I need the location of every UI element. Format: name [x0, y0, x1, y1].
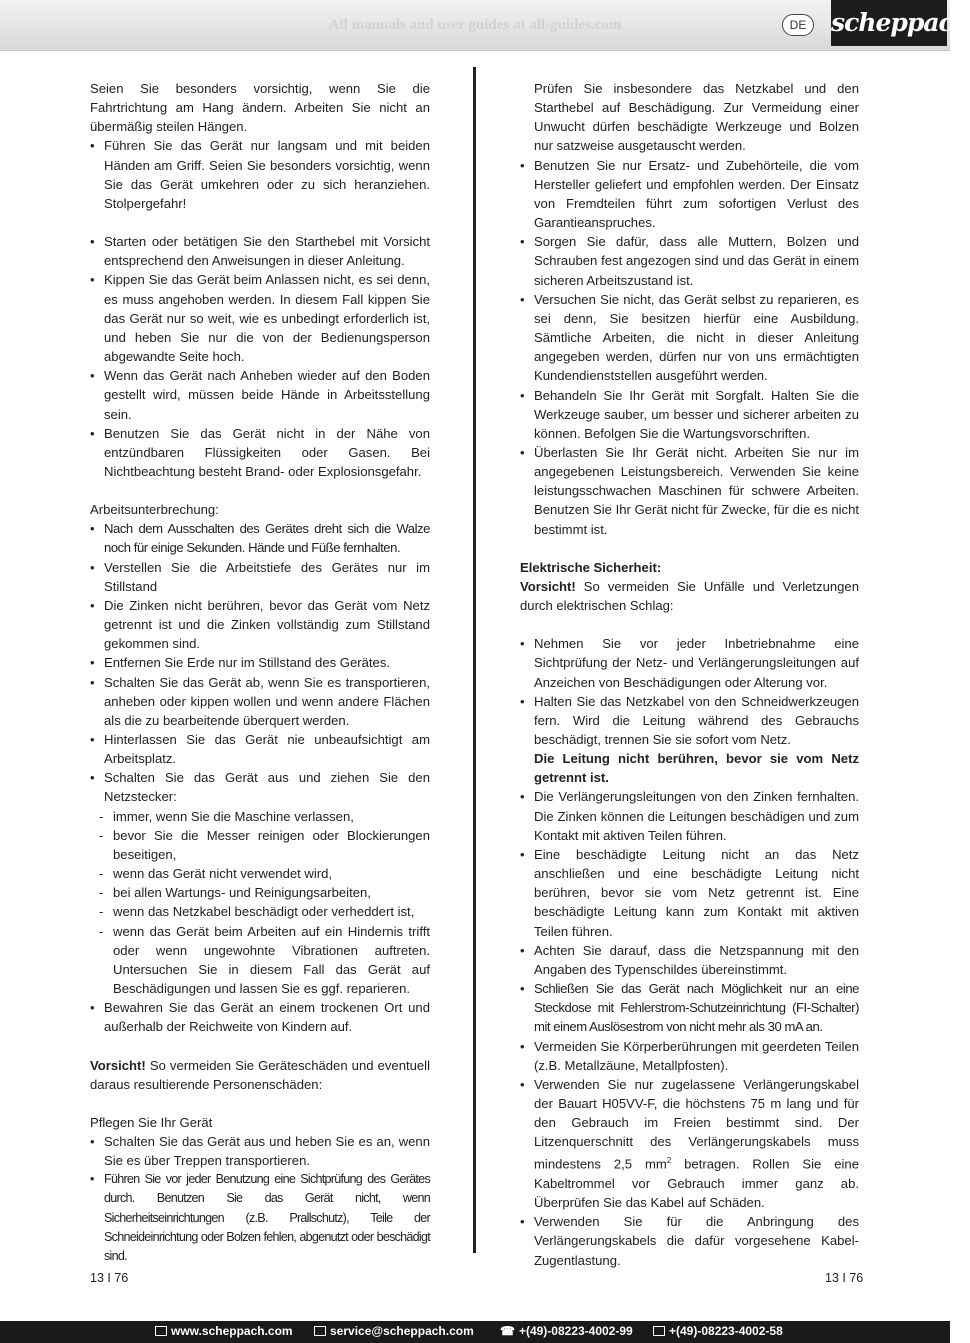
list-item: • Hinterlassen Sie das Gerät nie unbeaufsichtigt am Arbeitsplatz.: [90, 730, 430, 768]
envelope-icon: [314, 1326, 326, 1336]
list-item: • Die Verlängerungsleitungen von den Zinken fernhalten. Die Zinken können die Leitungen beschädigen und zum Kontakt mit aktiven Teilen führen.: [520, 787, 859, 844]
list-item: • Die Zinken nicht berühren, bevor das Gerät vom Netz getrennt ist und die Zinken vollständig zum Stillstand gekommen sind.: [90, 596, 430, 653]
section-heading: Arbeitsunterbrechung:: [90, 502, 219, 518]
caution-label: Vorsicht!: [520, 578, 576, 594]
list-item: • Schließen Sie das Gerät nach Möglichkeit nur an eine Steckdose mit Fehlerstrom-Schutzeinrichtung (FI-Schalter) mit einem Auslösestrom von nicht mehr als 30 mA an.: [520, 979, 859, 1036]
list-item: • Schalten Sie das Gerät ab, wenn Sie es transportieren, anheben oder kippen wollen und wenn andere Flächen als die zu bearbeitende überquert werden.: [90, 673, 430, 730]
list-item: • Nehmen Sie vor jeder Inbetriebnahme eine Sichtprüfung der Netz- und Verlängerungsleitungen auf Anzeichen von Beschädigungen oder Alterung vor.: [520, 634, 859, 691]
monitor-icon: [155, 1326, 167, 1336]
watermark: All manuals and user guides at all-guides.com: [328, 17, 622, 33]
brand-logo: scheppach: [831, 0, 947, 46]
list-item: • Schalten Sie das Gerät aus und heben Sie es an, wenn Sie es über Treppen transportieren.: [90, 1132, 430, 1170]
paragraph: Seien Sie besonders vorsichtig, wenn Sie die Fahrtrichtung am Hang ändern. Arbeiten Sie nicht an übermäßig steilen Hängen.: [90, 81, 430, 135]
list-item: • Führen Sie vor jeder Benutzung eine Sichtprüfung des Gerätes durch. Benutzen Sie das Gerät nicht, wenn Sicherheitseinrichtungen (z.B. Prallschutz), Teile der Schneideinrichtung oder Bolzen fehlen, abgenutzt oder beschädigt sind.: [90, 1170, 430, 1266]
dash-item: - immer, wenn Sie die Maschine verlassen,: [90, 807, 430, 826]
list-item: • Verwenden Sie nur zugelassene Verlängerungskabel der Bauart H05VV-F, die höchstens 75 m lang und für den Gebrauch im Freien bestimmt sind. Der Litzenquerschnitt des Verlängerungskabels muss mindestens 2,5 $mm^2$ betragen. Rollen Sie eine Kabeltrommel vor Gebrauch immer ganz ab. Überprüfen Sie das Kabel auf Schäden.: [520, 1075, 859, 1212]
list-item: • Versuchen Sie nicht, das Gerät selbst zu reparieren, es sei denn, Sie besitzen hierfür eine Ausbildung. Sämtliche Arbeiten, die nicht in dieser Anleitung angegeben werden, dürfen nur von uns ermächtigten Kundendienststellen ausgeführt werden.: [520, 290, 859, 386]
caution-text: So vermeiden Sie Geräteschäden und eventuell daraus resultierende Personenschäden:: [90, 1057, 430, 1092]
caution-paragraph: [90, 1056, 430, 1094]
list-item: • Verwenden Sie für die Anbringung des Verlängerungskabels die dafür vorgesehene Kabel-Zugentlastung.: [520, 1212, 859, 1269]
caution-text: So vermeiden Sie Unfälle und Verletzungen durch elektrischen Schlag:: [520, 578, 859, 614]
list-item: • Behandeln Sie Ihr Gerät mit Sorgfalt. Halten Sie die Werkzeuge sauber, um besser und sicherer arbeiten zu können. Befolgen Sie die Wartungsvorschriften.: [520, 386, 859, 443]
fax-icon: [653, 1326, 665, 1336]
list-item: • Vermeiden Sie Körperberührungen mit geerdeten Teilen (z.B. Metallzäune, Metallpfosten).: [520, 1037, 859, 1075]
page-number-left: 13 I 76: [90, 1271, 129, 1285]
section-heading: Elektrische Sicherheit:: [520, 559, 662, 575]
caution-label: Vorsicht!: [90, 1057, 146, 1073]
page-number-right: 13 I 76: [825, 1271, 864, 1285]
phone-icon: ☎: [500, 1324, 515, 1338]
warning-note: Die Leitung nicht berühren, bevor sie vom Netz getrennt ist.: [534, 751, 859, 786]
language-badge: DE: [782, 14, 814, 36]
footer-email[interactable]: service@scheppach.com: [314, 1324, 474, 1338]
list-item: • Halten Sie das Netzkabel von den Schneidwerkzeugen fern. Wird die Leitung während des Gebrauchs beschädigt, trennen Sie sie sofort vom Netz.: [520, 692, 859, 749]
list-item: • Starten oder betätigen Sie den Starthebel mit Vorsicht entsprechend den Anweisungen in dieser Anleitung.: [90, 232, 430, 270]
list-item: • Führen Sie das Gerät nur langsam und mit beiden Händen am Griff. Seien Sie besonders vorsichtig, wenn Sie das Gerät umkehren oder zu sich heranziehen. Stolpergefahr!: [90, 136, 430, 213]
dash-item: - wenn das Gerät nicht verwendet wird,: [90, 864, 430, 883]
footer-web[interactable]: www.scheppach.com: [155, 1324, 293, 1338]
dash-item: - wenn das Netzkabel beschädigt oder verheddert ist,: [90, 902, 430, 921]
list-item: • Kippen Sie das Gerät beim Anlassen nicht, es sei denn, es muss angehoben werden. In diesem Fall kippen Sie das Gerät nur so weit, wie es unbedingt erforderlich ist, und heben Sie nur die von der Bedienungsperson abgewandte Seite hoch.: [90, 270, 430, 366]
list-item: • Achten Sie darauf, dass die Netzspannung mit den Angaben des Typenschildes übereinstimmt.: [520, 941, 859, 979]
list-item: • Sorgen Sie dafür, dass alle Muttern, Bolzen und Schrauben fest angezogen sind und das Gerät in einem sicheren Arbeitszustand ist.: [520, 232, 859, 289]
page-header: [0, 0, 970, 51]
list-item: • Wenn das Gerät nach Anheben wieder auf den Boden gestellt wird, müssen beide Hände in Arbeitsstellung sein.: [90, 366, 430, 423]
dash-item: - wenn das Gerät beim Arbeiten auf ein Hindernis trifft oder wenn ungewohnte Vibrationen auftreten. Untersuchen Sie in diesem Fall das Gerät auf Beschädigungen und lassen Sie es ggf. reparieren.: [90, 922, 430, 999]
list-item: • Verstellen Sie die Arbeitstiefe des Gerätes nur im Stillstand: [90, 558, 430, 596]
page-footer: [0, 1321, 950, 1343]
list-item-continued: Prüfen Sie insbesondere das Netzkabel und den Starthebel auf Beschädigung. Zur Vermeidung einer Unwucht dürfen beschädigte Werkzeuge und Bolzen nur satzweise ausgetauscht werden.: [534, 81, 859, 154]
list-item: • Nach dem Ausschalten des Gerätes dreht sich die Walze noch für einige Sekunden. Hände und Füße fernhalten.: [90, 519, 430, 557]
caution-paragraph: [520, 577, 859, 615]
column-divider: [473, 67, 476, 1253]
list-item: • Benutzen Sie das Gerät nicht in der Nähe von entzündbaren Flüssigkeiten oder Gasen. Bei Nichtbeachtung besteht Brand- oder Explosionsgefahr.: [90, 424, 430, 481]
right-column: [520, 79, 859, 1270]
list-item: • Benutzen Sie nur Ersatz- und Zubehörteile, die vom Hersteller geliefert und empfohlen werden. Der Einsatz von Fremdteilen führt zum sofortigen Verlust des Garantieanspruches.: [520, 156, 859, 233]
list-item: • Eine beschädigte Leitung nicht an das Netz anschließen und eine beschädigte Leitung nicht berühren, bevor sie vom Netz getrennt ist. Eine beschädigte Leitung kann zum Kontakt mit aktiven Teilen führen.: [520, 845, 859, 941]
section-heading: Pflegen Sie Ihr Gerät: [90, 1114, 213, 1130]
footer-phone: ☎ +(49)-08223-4002-99: [500, 1324, 633, 1338]
left-column: [90, 79, 430, 1266]
list-item: • Schalten Sie das Gerät aus und ziehen Sie den Netzstecker:: [90, 768, 430, 806]
list-item: • Überlasten Sie Ihr Gerät nicht. Arbeiten Sie nur im angegebenen Leistungsbereich. Verwenden Sie keine leistungsschwachen Maschinen für schwere Arbeiten. Benutzen Sie Ihr Gerät nicht für Zwecke, für die es nicht bestimmt ist.: [520, 443, 859, 539]
dash-item: - bevor Sie die Messer reinigen oder Blockierungen beseitigen,: [90, 826, 430, 864]
footer-fax: +(49)-08223-4002-58: [653, 1324, 783, 1338]
list-item: • Bewahren Sie das Gerät an einem trockenen Ort und außerhalb der Reichweite von Kindern auf.: [90, 998, 430, 1036]
dash-item: - bei allen Wartungs- und Reinigungsarbeiten,: [90, 883, 430, 902]
list-item: • Entfernen Sie Erde nur im Stillstand des Gerätes.: [90, 653, 430, 672]
